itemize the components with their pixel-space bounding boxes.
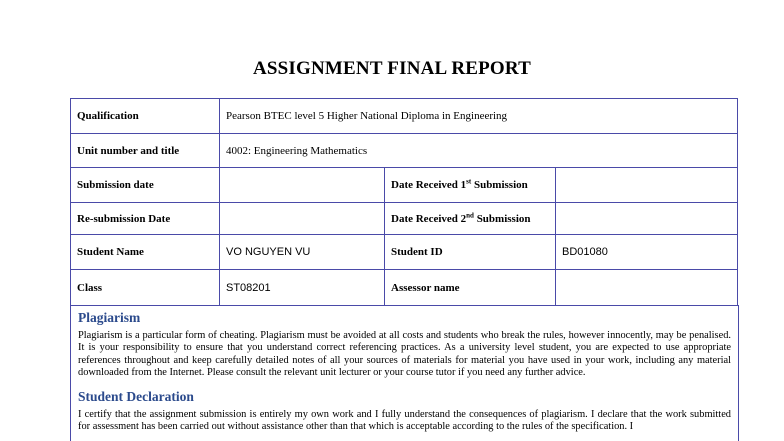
- student-name-label: Student Name: [71, 235, 220, 270]
- student-id-label: Student ID: [385, 235, 556, 270]
- table-row-qualification: [71, 99, 738, 134]
- date-received-1st-sup: st: [466, 177, 472, 186]
- class-value[interactable]: ST08201: [220, 270, 385, 306]
- assignment-info-table: [70, 98, 738, 306]
- submission-date-label: Submission date: [71, 168, 220, 203]
- assessor-name-value[interactable]: [556, 270, 738, 306]
- submission-date-value[interactable]: [220, 168, 385, 203]
- student-name-value[interactable]: VO NGUYEN VU: [220, 235, 385, 270]
- qualification-value[interactable]: Pearson BTEC level 5 Higher National Diploma in Engineering: [220, 99, 738, 134]
- table-row-student: [71, 235, 738, 270]
- date-received-1st-value[interactable]: [556, 168, 738, 203]
- table-row-submission-date: [71, 168, 738, 203]
- date-received-2nd-sup: nd: [466, 210, 474, 219]
- plagiarism-section: [70, 305, 739, 441]
- class-label: Class: [71, 270, 220, 306]
- date-received-1st-suffix: Submission: [471, 179, 528, 191]
- qualification-label: Qualification: [71, 99, 220, 134]
- student-id-value[interactable]: BD01080: [556, 235, 738, 270]
- plagiarism-text: Plagiarism is a particular form of cheating. Plagiarism must be avoided at all costs and students who break the rules, however innocently, may be penalised. It is your responsibility to ensure that you understand correct referencing practices. As a university level student, you are expected to use appropriate references throughout and keep carefully detailed notes of all your sources of materials for material you have used in your work, including any material downloaded from the Internet. Please consult the relevant unit lecturer or your course tutor if you need any further advice.: [78, 330, 731, 379]
- table-row-unit: [71, 134, 738, 168]
- report-title: ASSIGNMENT FINAL REPORT: [252, 58, 532, 79]
- date-received-1st-label: [385, 168, 556, 203]
- date-received-2nd-label: [385, 203, 556, 235]
- unit-label: Unit number and title: [71, 134, 220, 168]
- date-received-2nd-prefix: Date Received 2: [391, 212, 467, 225]
- table-row-class: [71, 270, 738, 306]
- student-declaration-text: I certify that the assignment submission is entirely my own work and I fully understand the consequences of plagiarism. I declare that the work submitted for assessment has been carried out without assistance other than that which is acceptable according to the rules of the specification. I: [78, 408, 731, 433]
- assessor-name-label: Assessor name: [385, 270, 556, 306]
- table-row-resubmission: [71, 203, 738, 235]
- resubmission-date-label: Re-submission Date: [71, 203, 220, 235]
- plagiarism-heading: Plagiarism: [78, 310, 141, 325]
- date-received-1st-prefix: Date Received 1: [391, 179, 467, 191]
- date-received-2nd-value[interactable]: [556, 203, 738, 235]
- resubmission-date-value[interactable]: [220, 203, 385, 235]
- date-received-2nd-suffix: Submission: [473, 212, 531, 225]
- unit-value[interactable]: 4002: Engineering Mathematics: [220, 134, 738, 168]
- student-declaration-heading: Student Declaration: [78, 388, 194, 404]
